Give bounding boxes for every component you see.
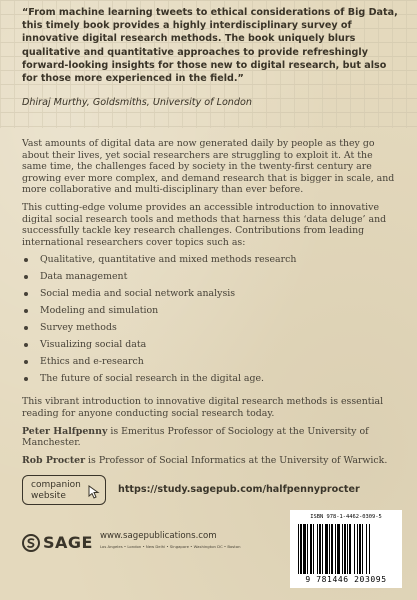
isbn-text: ISBN 978-1-4462-0309-5 — [310, 514, 382, 520]
quote-attribution: Dhiraj Murthy, Goldsmiths, University of London — [22, 97, 252, 108]
publisher-cities: Los Angeles • London • New Delhi • Singapore • Washington DC • Boston — [100, 544, 241, 549]
endorsement-quote: “From machine learning tweets to ethical considerations of Big Data, this timely book provides a highly interdisciplinary survey of innovative digital research methods. The book uniquely blurs qualitative and quantitative approaches to provide refreshingly forward-looking insights for those new to digital research, but also for those more experienced in the field.” — [22, 7, 398, 85]
author-name: Peter Halfpenny — [22, 425, 108, 437]
author-bio-text: is Emeritus Professor of Sociology at the University of Manchester. — [22, 425, 369, 449]
website-label: website — [31, 490, 66, 501]
publisher-logo — [22, 533, 93, 552]
list-item: Visualizing social data — [22, 339, 397, 356]
companion-label: companion — [31, 480, 81, 490]
list-item: Qualitative, quantitative and mixed methods research — [22, 254, 397, 271]
cursor-icon — [88, 485, 100, 499]
author-bio-text: is Professor of Social Informatics at the University of Warwick. — [85, 454, 388, 466]
barcode — [290, 510, 402, 588]
list-item: Survey methods — [22, 322, 397, 339]
topic-list — [22, 254, 397, 390]
blurb-paragraph-1: Vast amounts of digital data are now generated daily by people as they go about their lives, yet social researchers are struggling to exploit it. At the same time, the challenges faced by society in the twenty-first century are growing ever more complex, and demand research that is bigger in scale, and more collaborative and multi-disciplinary than ever before. — [22, 138, 395, 196]
barcode-number: 9 781446 203095 — [305, 575, 387, 584]
author-bio-2 — [22, 455, 397, 467]
author-bio-1 — [22, 426, 397, 449]
blurb-paragraph-3: This vibrant introduction to innovative digital research methods is essential reading for anyone conducting social research today. — [22, 396, 384, 419]
publisher-url[interactable]: www.sagepublications.com — [100, 531, 217, 541]
blurb-paragraph-2: This cutting-edge volume provides an accessible introduction to innovative digital social research tools and methods that harness this ‘data deluge’ and successfully tackle key research challenges. Contributions from leading international researchers cover topics such as: — [22, 201, 387, 248]
barcode-bars — [298, 524, 394, 574]
author-name: Rob Procter — [22, 454, 86, 466]
sage-logo-icon — [22, 534, 40, 552]
list-item: Modeling and simulation — [22, 305, 397, 322]
publisher-logo-text: SAGE — [43, 533, 93, 552]
companion-website-badge[interactable] — [22, 475, 106, 505]
list-item: Ethics and e-research — [22, 356, 397, 373]
blurb — [22, 138, 397, 472]
list-item: Social media and social network analysis — [22, 288, 397, 305]
list-item: Data management — [22, 271, 397, 288]
companion-url[interactable]: https://study.sagepub.com/halfpennyprocter — [118, 484, 360, 495]
list-item: The future of social research in the digital age. — [22, 373, 397, 390]
